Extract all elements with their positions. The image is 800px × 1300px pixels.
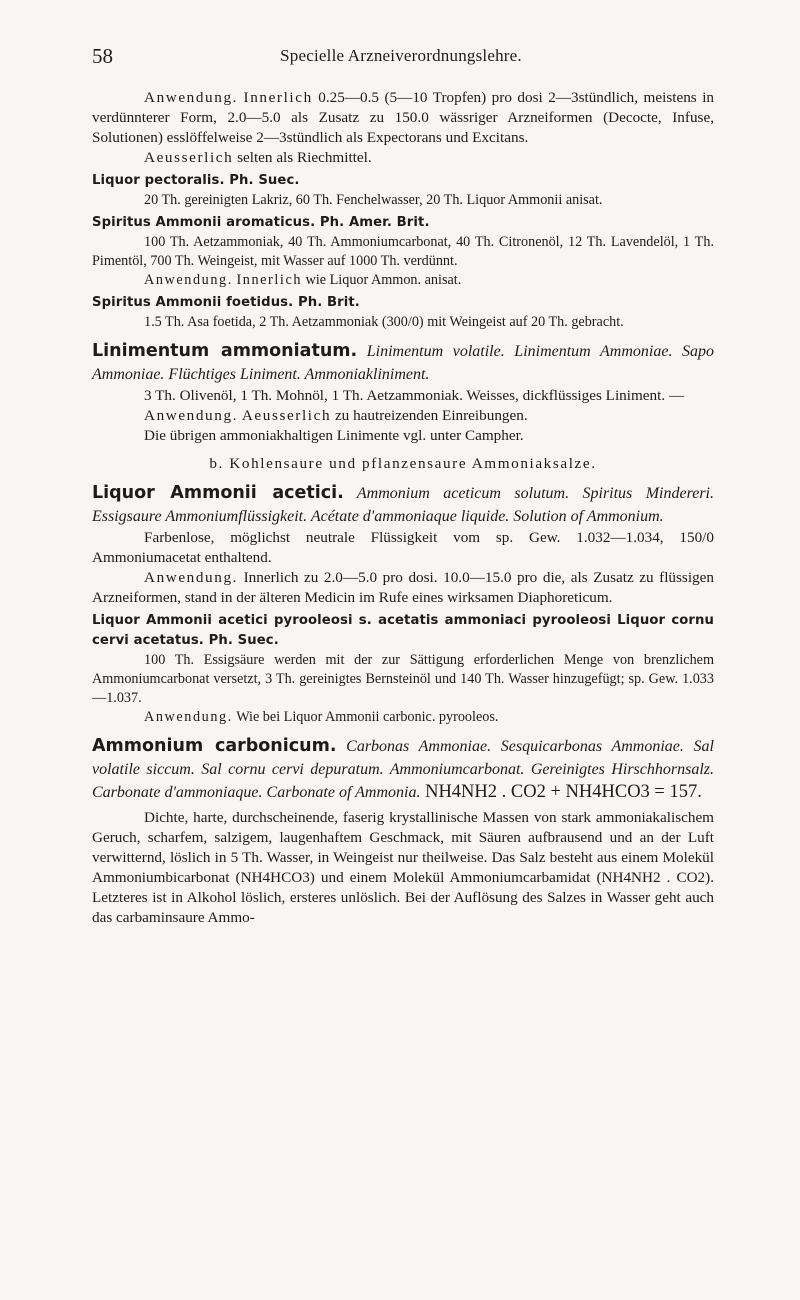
usage-label: Anwendung. <box>144 709 233 725</box>
entry-title: Linimentum ammoniatum. <box>92 341 358 361</box>
cross-reference: Die übrigen ammoniakhaltigen Linimente vgl. unter Campher. <box>144 427 524 444</box>
recipe-title: Liquor pectoralis. <box>92 173 225 188</box>
usage-text: Wie bei Liquor Ammonii carbonic. pyrooleos. <box>232 709 499 725</box>
chemical-formula: NH4NH2 . CO2 + NH4HCO3 = 157. <box>425 782 702 802</box>
recipe-heading <box>92 213 714 233</box>
entry-heading <box>92 340 714 386</box>
entry-synonyms: Carbonas Ammoniae. Sesquicarbonas Ammoniae. Sal volatile siccum. Sal cornu cervi depuratum. Ammoniumcarbonat. Gereinigtes Hirschhornsalz. Carbonate d'ammoniaque. Carbonate of Ammonia. <box>92 738 714 801</box>
entry-heading <box>92 735 714 804</box>
entry-heading <box>92 482 714 528</box>
entry-usage <box>92 568 714 608</box>
running-head: Specielle Arzneiverordnungslehre. <box>280 46 522 65</box>
usage-label: Anwendung. <box>144 407 239 424</box>
page-body <box>92 88 714 928</box>
recipe-title: Spiritus Ammonii foetidus. <box>92 295 294 310</box>
recipe-heading <box>92 171 714 191</box>
entry-synonyms: Ammonium aceticum solutum. Spiritus Mindereri. Essigsaure Ammoniumflüssigkeit. Acétate d'ammoniaque liquide. Solution of Ammonium. <box>92 485 714 525</box>
usage-label: Anwendung. <box>144 569 239 586</box>
recipe-usage <box>92 271 714 290</box>
route-label: Aeusserlich <box>241 407 332 424</box>
usage-text: selten als Riechmittel. <box>233 149 372 166</box>
entry-usage <box>92 406 714 426</box>
route-label: Aeusserlich <box>144 149 234 166</box>
usage-text: 0.25—0.5 (5—10 Tropfen) pro dosi 2—3stündlich, meistens in verdünnterer Form, 2.0—5.0 als Zusatz zu 150.0 wässriger Arzneiformen (Decocte, Infuse, Solutionen) esslöffelweise 2—3stündlich als Expectorans und Excitans. <box>92 89 715 146</box>
recipe-text: 20 Th. gereinigten Lakriz, 60 Th. Fenchelwasser, 20 Th. Liquor Ammonii anisat. <box>144 192 603 208</box>
page-header <box>92 44 710 68</box>
route-label: Innerlich <box>243 89 313 106</box>
usage-text: zu hautreizenden Einreibungen. <box>331 407 528 424</box>
entry-title: Liquor Ammonii acetici. <box>92 483 344 503</box>
route-label: Innerlich <box>236 272 303 288</box>
section-heading: b. Kohlensaure und pflanzensaure Ammoniaksalze. <box>209 455 597 472</box>
pharmacopoeia-source: Ph. Amer. Brit. <box>319 215 430 230</box>
usage-label: Anwendung. <box>144 89 239 106</box>
percent-sign: 0/0 <box>694 529 714 546</box>
recipe-title: Liquor Ammonii acetici pyrooleosi s. acetatis ammoniaci pyrooleosi Liquor cornu cervi acetatus. <box>92 613 714 648</box>
recipe-title: Spiritus Ammonii aromaticus. <box>92 215 316 230</box>
usage-text: wie Liquor Ammon. anisat. <box>302 272 462 288</box>
entry-description: Dichte, harte, durchscheinende, faserig krystallinische Massen von stark ammoniakalischem Geruch, scharfem, salzigem, laugenhaftem Geschmack, mit Säuren aufbrausend und an der Luft verwitternd, löslich in 5 Th. Wasser, in Weingeist nur theilweise. Das Salz besteht aus einem Molekül Ammoniumbicarbonat (NH4HCO3) und einem Molekül Ammoniumcarbamidat (NH4NH2 . CO2). Letzteres ist in Alkohol löslich, ersteres unlöslich. Bei der Auflösung des Salzes in Wasser geht auch das carbaminsaure Ammo- <box>92 809 714 926</box>
recipe-usage <box>92 708 714 727</box>
recipe-text: 1.5 Th. Asa foetida, 2 Th. Aetzammoniak (300/0) mit Weingeist auf 20 Th. gebracht. <box>144 314 624 330</box>
entry-title: Ammonium carbonicum. <box>92 736 337 756</box>
entry-description: 3 Th. Olivenöl, 1 Th. Mohnöl, 1 Th. Aetzammoniak. Weisses, dickflüssiges Liniment. — <box>144 387 685 404</box>
external-use-paragraph <box>92 148 714 168</box>
usage-text: Innerlich zu 2.0—5.0 pro dosi. 10.0—15.0 pro die, als Zusatz zu flüssigen Arzneiformen, stand in der älteren Medicin im Rufe eines wirksamen Diaphoreticum. <box>92 569 714 606</box>
pharmacopoeia-source: Ph. Suec. <box>208 633 279 648</box>
recipe-heading <box>92 293 714 313</box>
recipe-text: 100 Th. Essigsäure werden mit der zur Sättigung erforderlichen Menge von brenzlichem Ammoniumcarbonat versetzt, 3 Th. gereinigtes Bernsteinöl und 140 Th. Wasser hinzugefügt; sp. Gew. 1.033—1.037. <box>92 652 714 706</box>
percent-sign: 0/0 <box>400 314 419 330</box>
entry-description: Farbenlose, möglichst neutrale Flüssigkeit vom sp. Gew. 1.032—1.034, 150/0 Ammoniumacetat enthaltend. <box>92 529 714 566</box>
pharmacopoeia-source: Ph. Brit. <box>297 295 360 310</box>
recipe-text: 100 Th. Aetzammoniak, 40 Th. Ammoniumcarbonat, 40 Th. Citronenöl, 12 Th. Lavendelöl, 1 Th. Pimentöl, 700 Th. Weingeist, mit Wasser auf 1000 Th. verdünnt. <box>92 234 714 269</box>
pharmacopoeia-source: Ph. Suec. <box>229 173 300 188</box>
recipe-heading <box>92 611 714 651</box>
entry-synonyms: Linimentum volatile. Linimentum Ammoniae. Sapo Ammoniae. Flüchtiges Liniment. Ammoniakliniment. <box>92 343 714 383</box>
usage-paragraph <box>92 88 714 148</box>
page-number: 58 <box>92 44 113 68</box>
usage-label: Anwendung. <box>144 272 233 288</box>
